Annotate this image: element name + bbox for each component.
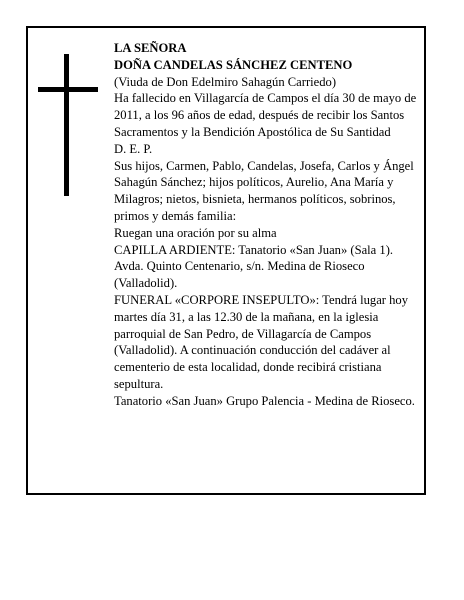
family-list: Sus hijos, Carmen, Pablo, Candelas, Josefa, Carlos y Ángel Sahagún Sánchez; hijos políticos, Aurelio, Ana María y Milagros; nietos, bisnieta, hermanos políticos, sobrinos, primos y demás familia:: [114, 158, 414, 223]
rest-in-peace: D. E. P.: [114, 141, 153, 156]
death-announcement: Ha fallecido en Villagarcía de Campos el día 30 de mayo de 2011, a los 96 años de edad, después de recibir los Santos Sacramentos y la Bendición Apostólica de Su Santidad: [114, 91, 417, 139]
funeral-info: FUNERAL «CORPORE INSEPULTO»: Tendrá lugar hoy martes día 31, a las 12.30 de la mañana, en la iglesia parroquial de San Pedro, de Villagarcía de Campos (Valladolid). A continuación conducción del cadáver al cementerio de esta localidad, donde recibirá cristiana sepultura.: [114, 292, 409, 391]
notice-title-line1: LA SEÑORA: [114, 41, 187, 55]
deceased-name: DOÑA CANDELAS SÁNCHEZ CENTENO: [114, 57, 353, 72]
chapel-info: CAPILLA ARDIENTE: Tanatorio «San Juan» (Sala 1). Avda. Quinto Centenario, s/n. Medina de Rioseco (Valladolid).: [114, 242, 394, 291]
cross-horizontal-bar: [38, 87, 98, 92]
latin-cross-icon: [38, 54, 98, 196]
obituary-text: [114, 40, 424, 410]
funeral-home-info: Tanatorio «San Juan» Grupo Palencia - Medina de Rioseco.: [114, 393, 415, 408]
prayer-request: Ruegan una oración por su alma: [114, 225, 277, 240]
widow-of-line: (Viuda de Don Edelmiro Sahagún Carriedo): [114, 74, 337, 89]
cross-vertical-bar: [64, 54, 69, 196]
